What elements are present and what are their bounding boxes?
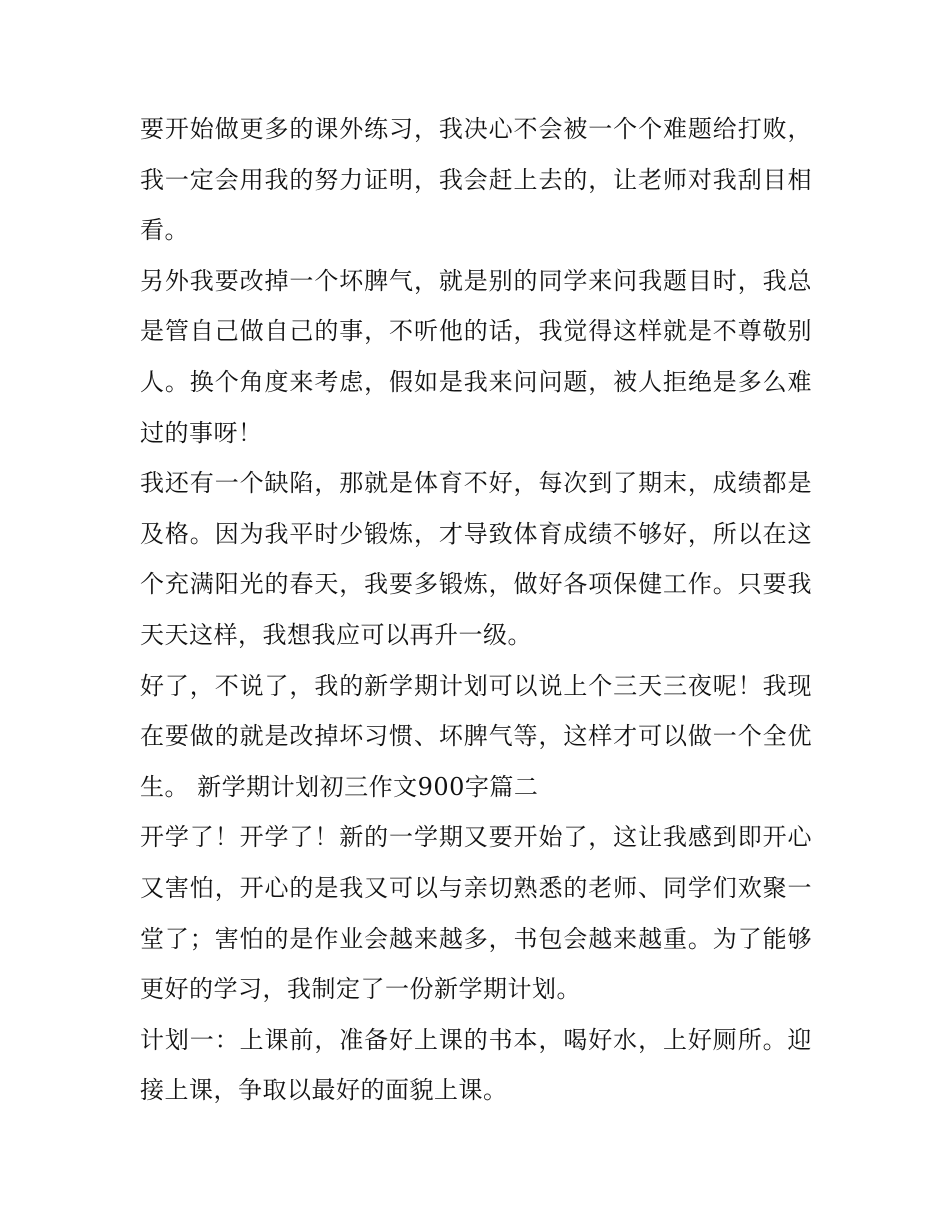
document-body xyxy=(140,104,812,1116)
paragraph-5: 开学了！开学了！新的一学期又要开始了，这让我感到即开心又害怕，开心的是我又可以与亲切熟悉的老师、同学们欢聚一堂了；害怕的是作业会越来越多，书包会越来越重。为了能够更好的学习，我制定了一份新学期计划。 xyxy=(140,823,812,1004)
paragraph-6: 计划一：上课前，准备好上课的书本，喝好水，上好厕所。迎接上课，争取以最好的面貌上课。 xyxy=(140,1025,812,1105)
paragraph-3: 我还有一个缺陷，那就是体育不好，每次到了期末，成绩都是及格。因为我平时少锻炼，才导致体育成绩不够好，所以在这个充满阳光的春天，我要多锻炼，做好各项保健工作。只要我天天这样，我想我应可以再升一级。 xyxy=(140,469,812,649)
paragraph-4: 好了，不说了，我的新学期计划可以说上个三天三夜呢！我现在要做的就是改掉坏习惯、坏脾气等，这样才可以做一个全优生。 新学期计划初三作文900字篇二 xyxy=(140,671,812,801)
paragraph-2: 另外我要改掉一个坏脾气，就是别的同学来问我题目时，我总是管自己做自己的事，不听他的话，我觉得这样就是不尊敬别人。换个角度来考虑，假如是我来问问题，被人拒绝是多么难过的事呀！ xyxy=(140,266,812,447)
paragraph-1: 要开始做更多的课外练习，我决心不会被一个个难题给打败，我一定会用我的努力证明，我会赶上去的，让老师对我刮目相看。 xyxy=(140,115,812,245)
